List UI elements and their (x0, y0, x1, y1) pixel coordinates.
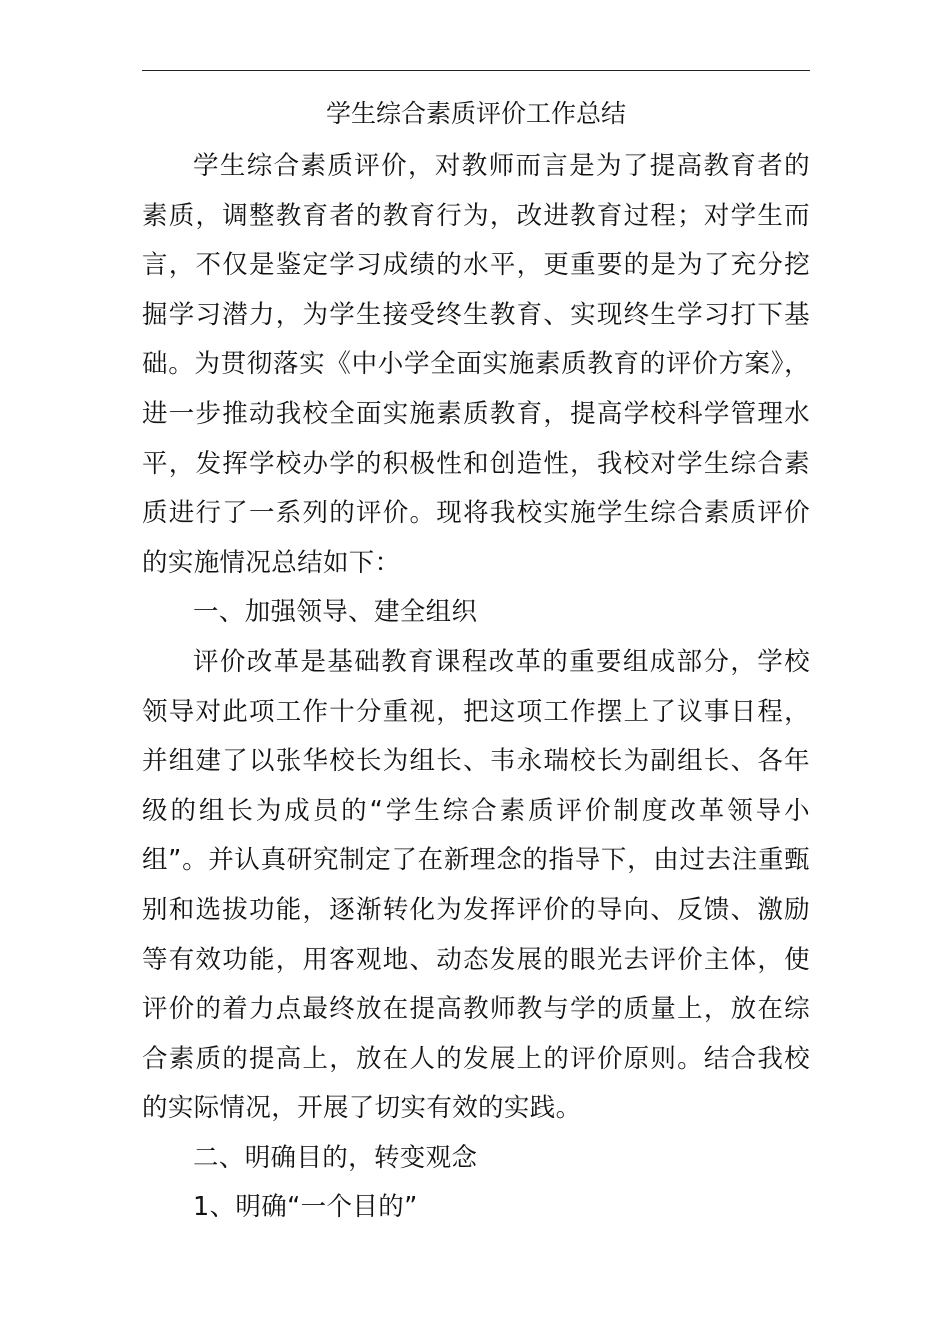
section-heading-2: 二、明确目的，转变观念 (193, 1142, 478, 1173)
section-heading-1: 一、加强领导、建全组织 (193, 597, 478, 628)
document-body (142, 142, 810, 1233)
document-title: 学生综合素质评价工作总结 (325, 99, 626, 128)
intro-paragraph: 学生综合素质评价，对教师而言是为了提高教育者的素质，调整教育者的教育行为，改进教育过程；对学生而言，不仅是鉴定学习成绩的水平，更重要的是为了充分挖掘学习潜力，为学生接受终生教育、实现终生学习打下基础。为贯彻落实《中小学全面实施素质教育的评价方案》，进一步推动我校全面实施素质教育，提高学校科学管理水平，发挥学校办学的积极性和创造性，我校对学生综合素质进行了一系列的评价。现将我校实施学生综合素质评价的实施情况总结如下： (142, 151, 810, 578)
subsection-heading-1: 1、明确“一个目的” (193, 1192, 418, 1223)
header-rule (142, 70, 810, 71)
section-1-paragraph: 评价改革是基础教育课程改革的重要组成部分，学校领导对此项工作十分重视，把这项工作摆上了议事日程，并组建了以张华校长为组长、韦永瑞校长为副组长、各年级的组长为成员的“学生综合素质评价制度改革领导小组”。并认真研究制定了在新理念的指导下，由过去注重甄别和选拔功能，逐渐转化为发挥评价的导向、反馈、激励等有效功能，用客观地、动态发展的眼光去评价主体，使评价的着力点最终放在提高教师教与学的质量上，放在综合素质的提高上，放在人的发展上的评价原则。结合我校的实际情况，开展了切实有效的实践。 (142, 646, 810, 1124)
